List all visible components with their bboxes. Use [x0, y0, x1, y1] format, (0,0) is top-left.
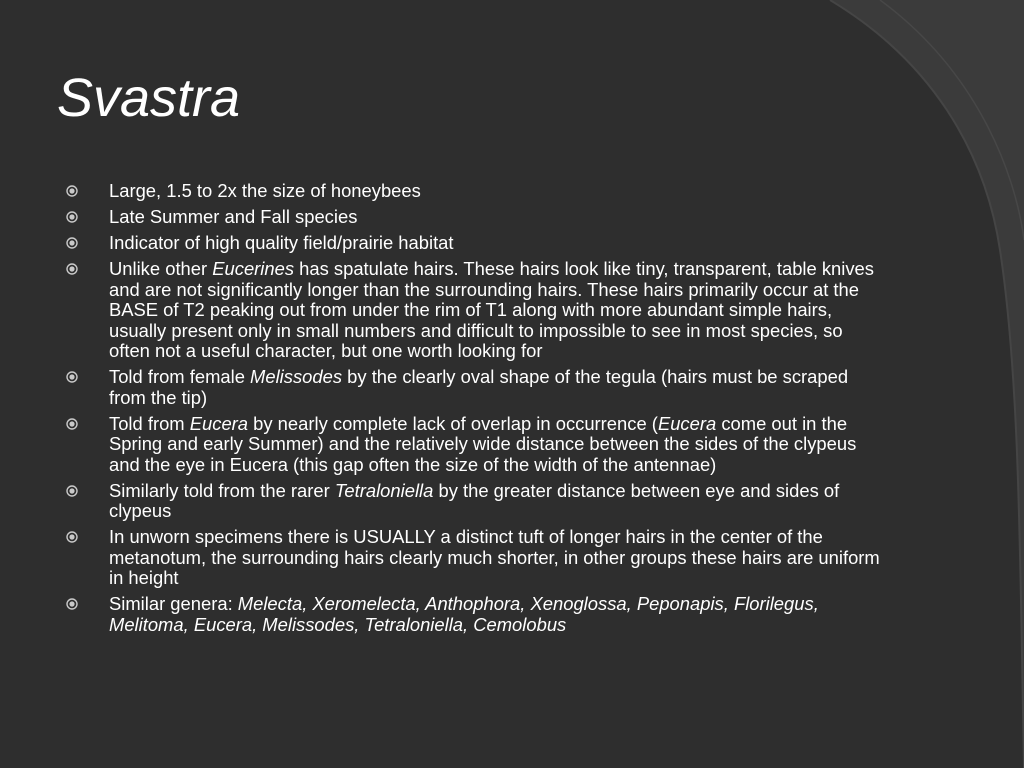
bullet-item [66, 233, 886, 254]
slide-title: Svastra [57, 68, 241, 128]
text-segment: by nearly complete lack of overlap in occurrence ( [248, 412, 658, 434]
bullet-text [109, 413, 856, 475]
text-segment: In unworn specimens there is USUALLY a distinct tuft of longer hairs in the center of the metanotum, the surrounding hairs clearly much shorter, in other groups these hairs are uniform in height [109, 526, 880, 588]
bullet-item [66, 207, 886, 228]
circled-dot-icon [66, 531, 78, 543]
bullet-item [66, 367, 886, 408]
italic-text-segment: Eucerines [212, 258, 295, 279]
circled-dot-icon [66, 237, 78, 249]
bullet-item [66, 414, 886, 476]
bullet-text [109, 232, 454, 253]
bullet-text [109, 593, 819, 635]
bullet-text [109, 366, 848, 408]
text-segment: Large, 1.5 to 2x the size of honeybees [109, 180, 421, 201]
text-segment: has spatulate hairs. These hairs look like tiny, transparent, table knives and are not significantly longer than the surrounding hairs. These hairs primarily occur at the BASE of T2 peaking out from under the rim of T1 along with more abundant simple hairs, usually present only in small numbers and difficult to impossible to see in most species, so often not a useful character, but one worth looking for [109, 258, 874, 361]
circled-dot-icon [66, 418, 78, 430]
circled-dot-icon [66, 211, 78, 223]
bullet-list [66, 181, 886, 641]
italic-text-segment: Eucera [189, 412, 249, 434]
bullet-text [109, 480, 839, 522]
bullet-text [109, 258, 874, 361]
text-segment: by the clearly oval shape of the tegula (hairs must be scraped from the tip) [109, 366, 849, 408]
text-segment: Late Summer and Fall species [109, 206, 358, 227]
circled-dot-icon [66, 485, 78, 497]
circled-dot-icon [66, 598, 78, 610]
bullet-text [109, 526, 880, 588]
bullet-item [66, 481, 886, 522]
bullet-item [66, 259, 886, 362]
text-segment: Told from female [109, 366, 251, 387]
text-segment: by the greater distance between eye and sides of clypeus [109, 479, 840, 521]
bullet-item [66, 527, 886, 589]
text-segment: come out in the Spring and early Summer) and the relatively wide distance between the sides of the clypeus and the eye in Eucera (this gap often the size of the width of the antennae) [109, 412, 857, 475]
italic-text-segment: Eucera [657, 412, 717, 434]
circled-dot-icon [66, 185, 78, 197]
bullet-item [66, 594, 886, 635]
circled-dot-icon [66, 371, 78, 383]
bullet-text [109, 180, 421, 201]
bullet-item [66, 181, 886, 202]
circled-dot-icon [66, 263, 78, 275]
italic-text-segment: Melecta, Xeromelecta, Anthophora, Xenoglossa, Peponapis, Florilegus, Melitoma, Eucera, Melissodes, Tetraloniella, Cemolobus [109, 593, 819, 635]
bullet-text [109, 206, 357, 227]
text-segment: Unlike other [109, 258, 213, 279]
italic-text-segment: Tetraloniella [334, 479, 434, 501]
text-segment: Told from [109, 412, 190, 434]
text-segment: Similarly told from the rarer [109, 479, 335, 501]
text-segment: Similar genera: [109, 593, 238, 614]
italic-text-segment: Melissodes [250, 366, 343, 387]
text-segment: Indicator of high quality field/prairie habitat [109, 232, 454, 253]
